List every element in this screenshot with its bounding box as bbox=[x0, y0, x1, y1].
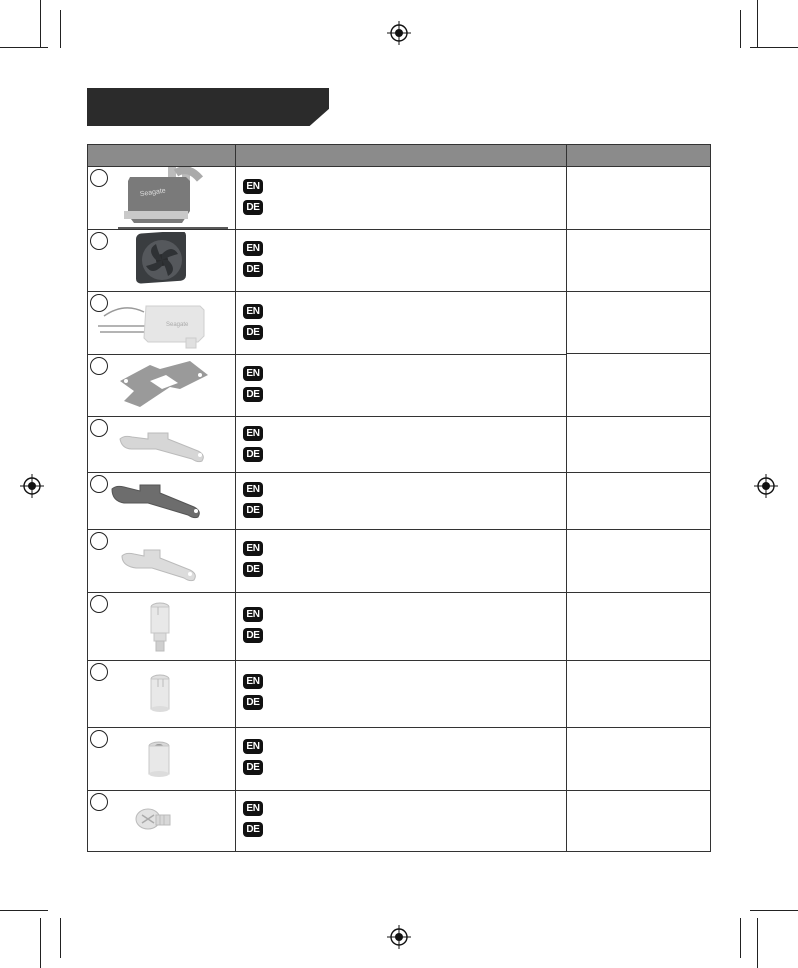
de-badge-icon: DE bbox=[243, 695, 263, 710]
description-de bbox=[243, 261, 271, 279]
column-header-description bbox=[235, 145, 566, 166]
part-number bbox=[90, 730, 108, 748]
crop-mark bbox=[757, 918, 758, 968]
backplate-image bbox=[116, 359, 212, 413]
description-de bbox=[243, 446, 271, 464]
table-row bbox=[88, 230, 710, 291]
part-number bbox=[90, 357, 108, 375]
table-row bbox=[88, 417, 710, 472]
description-en bbox=[243, 481, 271, 499]
fan-image bbox=[134, 232, 190, 288]
registration-mark-icon bbox=[387, 21, 411, 45]
standoff-short-image bbox=[148, 673, 172, 717]
thumb-screw-image bbox=[132, 803, 176, 839]
part-number bbox=[90, 532, 108, 550]
en-badge-icon: EN bbox=[243, 482, 263, 497]
table-row bbox=[88, 728, 710, 790]
page-title-banner bbox=[87, 88, 329, 126]
description-en bbox=[243, 673, 271, 691]
column-header-part bbox=[88, 145, 235, 166]
crop-mark bbox=[750, 47, 798, 48]
svg-text:Seagate: Seagate bbox=[166, 322, 189, 328]
description-de bbox=[243, 694, 271, 712]
part-number bbox=[90, 169, 108, 187]
description-de bbox=[243, 627, 271, 645]
part-number bbox=[90, 793, 108, 811]
spacer-nut-image bbox=[146, 740, 172, 780]
mounting-bracket-short-image bbox=[120, 542, 206, 586]
en-badge-icon: EN bbox=[243, 801, 263, 816]
de-badge-icon: DE bbox=[243, 503, 263, 518]
table-row bbox=[88, 473, 710, 529]
en-badge-icon: EN bbox=[243, 607, 263, 622]
description-en bbox=[243, 425, 271, 443]
description-en bbox=[243, 240, 271, 258]
en-badge-icon: EN bbox=[243, 674, 263, 689]
part-number bbox=[90, 475, 108, 493]
registration-mark-icon bbox=[754, 474, 778, 498]
en-badge-icon: EN bbox=[243, 179, 263, 194]
description-de bbox=[243, 324, 271, 342]
table-row bbox=[88, 530, 710, 592]
de-badge-icon: DE bbox=[243, 822, 263, 837]
crop-mark bbox=[60, 10, 61, 48]
en-badge-icon: EN bbox=[243, 304, 263, 319]
pump-block-image bbox=[118, 167, 230, 229]
table-row bbox=[88, 292, 710, 354]
svg-text:Seagate: Seagate bbox=[139, 187, 167, 199]
mounting-bracket-dark-image bbox=[108, 479, 208, 523]
page-title bbox=[87, 99, 97, 115]
en-badge-icon: EN bbox=[243, 366, 263, 381]
description-en bbox=[243, 738, 271, 756]
crop-mark bbox=[40, 918, 41, 968]
registration-mark-icon bbox=[20, 474, 44, 498]
en-badge-icon: EN bbox=[243, 241, 263, 256]
crop-mark bbox=[750, 910, 798, 911]
table-row bbox=[88, 791, 710, 851]
de-badge-icon: DE bbox=[243, 760, 263, 775]
de-badge-icon: DE bbox=[243, 200, 263, 215]
description-de bbox=[243, 502, 271, 520]
description-de bbox=[243, 386, 271, 404]
de-badge-icon: DE bbox=[243, 447, 263, 462]
description-de bbox=[243, 759, 271, 777]
part-number bbox=[90, 595, 108, 613]
part-number bbox=[90, 419, 108, 437]
parts-table bbox=[87, 144, 711, 852]
column-header-quantity bbox=[566, 145, 710, 166]
mounting-bracket-image bbox=[116, 425, 212, 465]
description-en bbox=[243, 303, 271, 321]
crop-mark bbox=[0, 910, 48, 911]
crop-mark bbox=[60, 918, 61, 958]
table-row bbox=[88, 593, 710, 660]
de-badge-icon: DE bbox=[243, 387, 263, 402]
description-en bbox=[243, 800, 271, 818]
table-row bbox=[88, 167, 710, 229]
en-badge-icon: EN bbox=[243, 541, 263, 556]
de-badge-icon: DE bbox=[243, 562, 263, 577]
fan-hub-image bbox=[94, 296, 224, 352]
description-de bbox=[243, 821, 271, 839]
description-de bbox=[243, 199, 271, 217]
crop-mark bbox=[740, 918, 741, 958]
crop-mark bbox=[740, 10, 741, 48]
en-badge-icon: EN bbox=[243, 426, 263, 441]
description-en bbox=[243, 540, 271, 558]
crop-mark bbox=[757, 0, 758, 48]
description-en bbox=[243, 178, 271, 196]
description-de bbox=[243, 561, 271, 579]
part-number bbox=[90, 232, 108, 250]
de-badge-icon: DE bbox=[243, 325, 263, 340]
en-badge-icon: EN bbox=[243, 739, 263, 754]
table-header bbox=[88, 145, 710, 167]
table-row bbox=[88, 661, 710, 727]
registration-mark-icon bbox=[387, 925, 411, 949]
de-badge-icon: DE bbox=[243, 262, 263, 277]
part-number bbox=[90, 663, 108, 681]
standoff-long-image bbox=[148, 601, 172, 655]
table-row bbox=[88, 355, 710, 416]
description-en bbox=[243, 365, 271, 383]
de-badge-icon: DE bbox=[243, 628, 263, 643]
description-en bbox=[243, 606, 271, 624]
crop-mark bbox=[40, 0, 41, 48]
